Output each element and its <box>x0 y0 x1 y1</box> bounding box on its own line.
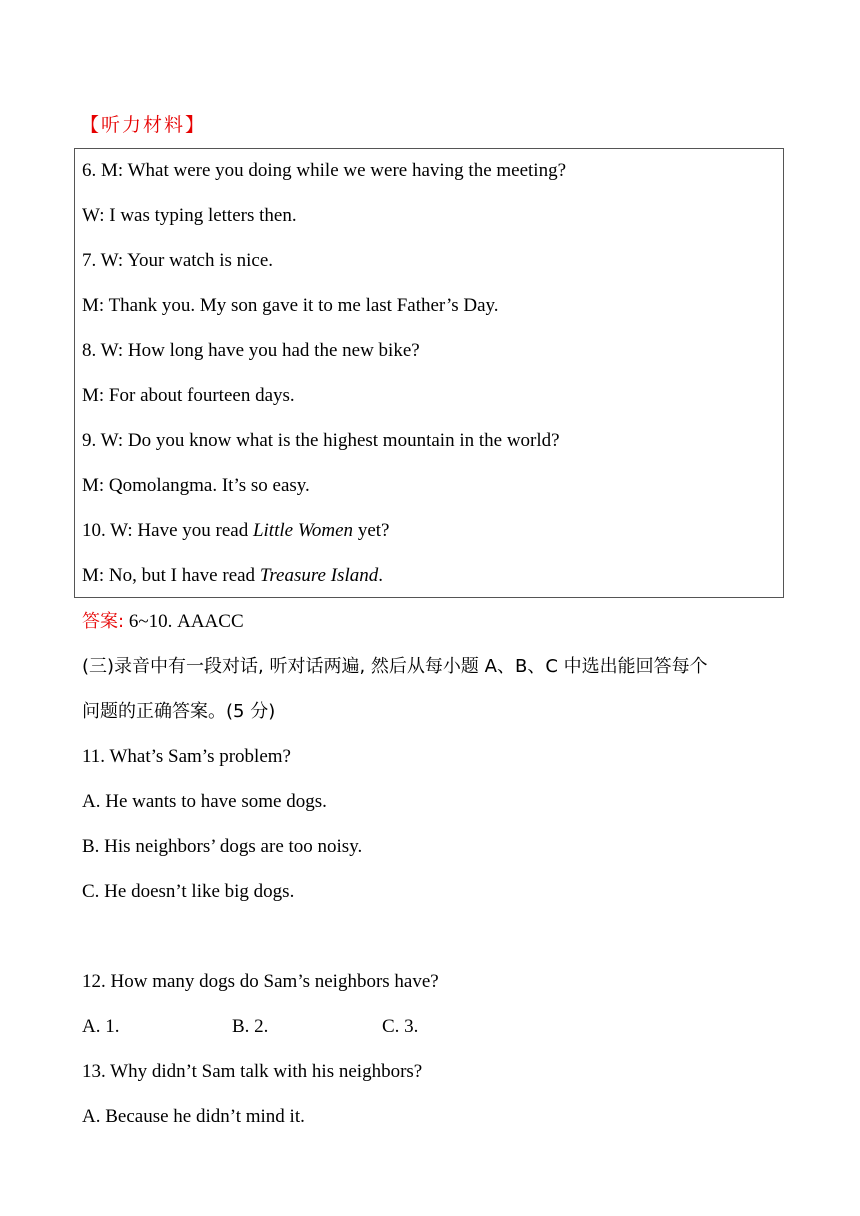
answer-label: 答案: <box>82 611 125 632</box>
q11-option-b: B. His neighbors’ dogs are too noisy. <box>82 836 363 857</box>
question-13: 13. Why didn’t Sam talk with his neighbors? <box>82 1061 423 1082</box>
q12-option-b: B. 2. <box>232 1016 269 1037</box>
q11-option-a: A. He wants to have some dogs. <box>82 791 327 812</box>
q13-option-a: A. Because he didn’t mind it. <box>82 1106 305 1127</box>
transcript-line-10 <box>82 561 383 591</box>
transcript-line-1: 6. M: What were you doing while we were having the meeting? <box>82 160 567 181</box>
transcript-line-6: M: For about fourteen days. <box>82 385 295 406</box>
question-12: 12. How many dogs do Sam’s neighbors have? <box>82 971 439 992</box>
answer-value: 6~10. AAACC <box>124 611 244 632</box>
question-11: 11. What’s Sam’s problem? <box>82 746 291 767</box>
transcript-line-7: 9. W: Do you know what is the highest mountain in the world? <box>82 430 560 451</box>
line-10-post: . <box>378 565 383 586</box>
transcript-line-8: M: Qomolangma. It’s so easy. <box>82 475 310 496</box>
line-9-post: yet? <box>353 520 390 541</box>
line-10-pre: M: No, but I have read <box>82 565 260 586</box>
answer-line <box>82 607 244 637</box>
line-9-pre: 10. W: Have you read <box>82 520 253 541</box>
book-title-little-women: Little Women <box>252 520 354 541</box>
transcript-line-3: 7. W: Your watch is nice. <box>82 250 274 271</box>
q12-option-c: C. 3. <box>382 1016 419 1037</box>
transcript-line-2: W: I was typing letters then. <box>82 205 297 226</box>
section-heading: 【听力材料】 <box>80 114 207 136</box>
section3-instruction-2: 问题的正确答案。(5 分) <box>82 701 276 722</box>
q12-option-a: A. 1. <box>82 1016 120 1037</box>
transcript-line-9 <box>82 516 389 546</box>
section3-instruction-1: (三)录音中有一段对话, 听对话两遍, 然后从每小题 A、B、C 中选出能回答每个 <box>82 656 708 677</box>
transcript-line-5: 8. W: How long have you had the new bike? <box>82 340 420 361</box>
q11-option-c: C. He doesn’t like big dogs. <box>82 881 295 902</box>
book-title-treasure-island: Treasure Island <box>259 565 379 586</box>
transcript-line-4: M: Thank you. My son gave it to me last Father’s Day. <box>82 295 499 316</box>
